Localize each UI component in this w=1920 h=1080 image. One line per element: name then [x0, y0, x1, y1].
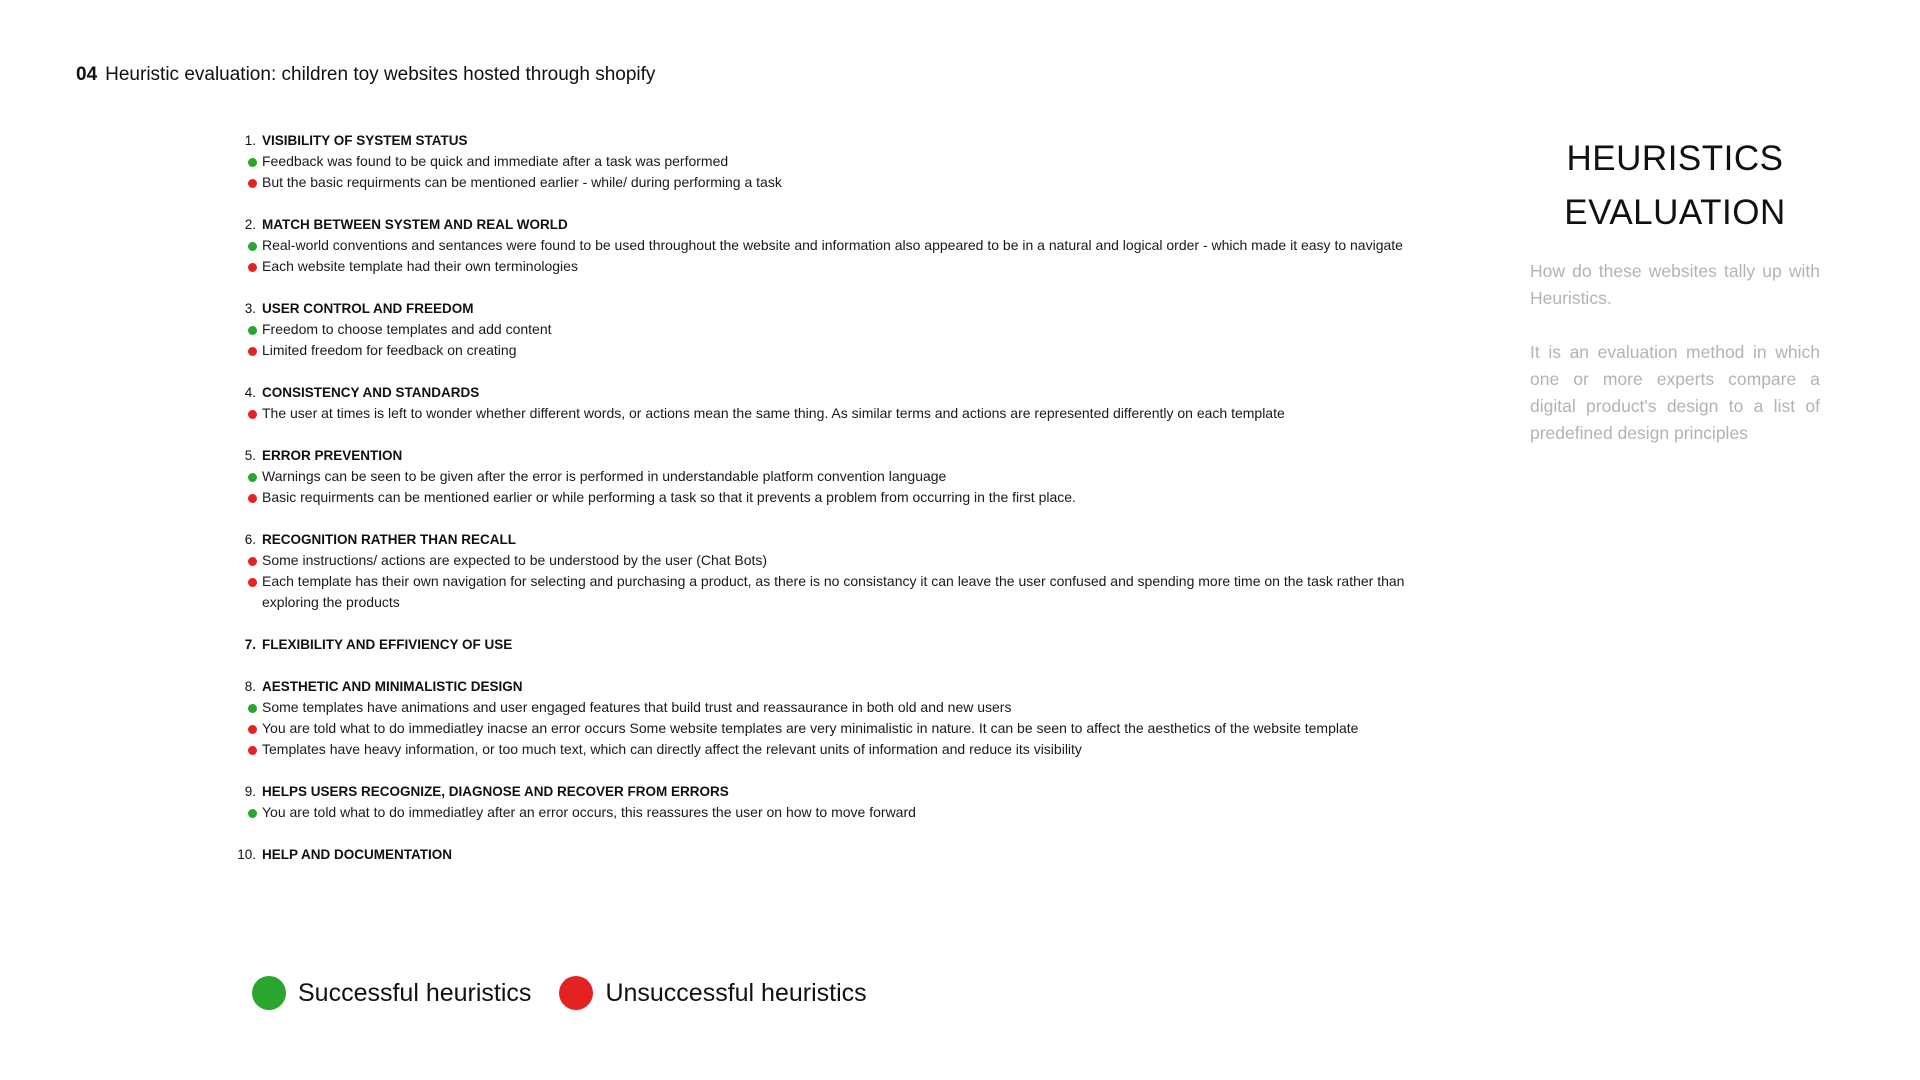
- heuristic-item: [228, 634, 1408, 655]
- side-title: [1530, 132, 1820, 240]
- heuristic-point: [228, 487, 1408, 508]
- heuristic-number: 1.: [244, 133, 256, 148]
- heuristics-list: [228, 130, 1408, 886]
- heuristic-point: [228, 802, 1408, 823]
- heuristic-title: [228, 529, 1408, 550]
- heuristic-point-text: Limited freedom for feedback on creating: [262, 342, 517, 358]
- side-description: [1530, 258, 1820, 447]
- heuristic-title: [228, 445, 1408, 466]
- red-dot-icon: [248, 494, 257, 503]
- red-dot-icon: [248, 179, 257, 188]
- heuristic-number: 3.: [244, 301, 256, 316]
- heuristic-number: 2.: [244, 217, 256, 232]
- side-panel: [1530, 132, 1820, 474]
- heuristic-item: [228, 130, 1408, 193]
- heuristic-title: [228, 634, 1408, 655]
- red-dot-icon: [248, 410, 257, 419]
- legend-item-failure: [559, 976, 866, 1010]
- heuristic-title-text: ERROR PREVENTION: [262, 448, 403, 463]
- legend-success-label: Successful heuristics: [298, 978, 532, 1007]
- heuristic-item: [228, 676, 1408, 760]
- heuristic-point: [228, 151, 1408, 172]
- heuristic-point: [228, 172, 1408, 193]
- green-dot-icon: [248, 242, 257, 251]
- heuristic-item: [228, 214, 1408, 277]
- side-title-line-1: HEURISTICS: [1566, 139, 1784, 178]
- red-dot-icon: [248, 557, 257, 566]
- legend-failure-label: Unsuccessful heuristics: [605, 978, 867, 1007]
- side-definition-text: It is an evaluation method in which one or more experts compare a digital product's design to a list of predefined design principles: [1530, 342, 1820, 443]
- legend-item-success: [252, 976, 531, 1010]
- heuristic-point-text: Each website template had their own terminologies: [262, 258, 578, 274]
- heuristic-point: [228, 466, 1408, 487]
- heuristic-title: [228, 130, 1408, 151]
- heuristic-title-text: CONSISTENCY AND STANDARDS: [262, 385, 480, 400]
- heuristic-point: [228, 235, 1408, 256]
- heuristic-point-text: The user at times is left to wonder whether different words, or actions mean the same thing. As similar terms and actions are represented differently on each template: [262, 405, 1285, 421]
- heuristic-point-text: Each template has their own navigation for selecting and purchasing a product, as there is no consistancy it can leave the user confused and spending more time on the task rather than exploring the products: [262, 573, 1405, 610]
- green-dot-icon: [248, 158, 257, 167]
- red-dot-icon: [248, 725, 257, 734]
- red-dot-icon: [248, 746, 257, 755]
- heuristic-point-text: Feedback was found to be quick and immediate after a task was performed: [262, 153, 729, 169]
- red-dot-icon: [248, 578, 257, 587]
- heuristic-title: [228, 214, 1408, 235]
- green-dot-icon: [252, 976, 286, 1010]
- side-title-line-2: EVALUATION: [1564, 193, 1786, 232]
- heuristic-point-text: Freedom to choose templates and add content: [262, 321, 552, 337]
- heuristic-number: 5.: [244, 448, 256, 463]
- heuristic-title-text: RECOGNITION RATHER THAN RECALL: [262, 532, 516, 547]
- green-dot-icon: [248, 473, 257, 482]
- heuristic-point: [228, 571, 1408, 613]
- heuristic-title: [228, 676, 1408, 697]
- heuristic-point: [228, 319, 1408, 340]
- red-dot-icon: [559, 976, 593, 1010]
- heuristic-point: [228, 718, 1408, 739]
- heuristic-point-text: Real-world conventions and sentances were found to be used throughout the website and information also appeared to be in a natural and logical order - which made it easy to navigate: [262, 237, 1403, 253]
- red-dot-icon: [248, 263, 257, 272]
- heuristic-title-text: HELP AND DOCUMENTATION: [262, 847, 452, 862]
- heuristic-number: 6.: [244, 532, 256, 547]
- side-intro-text: How do these websites tally up with Heuristics.: [1530, 261, 1820, 308]
- heuristic-point-text: But the basic requirments can be mentioned earlier - while/ during performing a task: [262, 174, 782, 190]
- heuristic-title-text: VISIBILITY OF SYSTEM STATUS: [262, 133, 468, 148]
- heuristic-point: [228, 340, 1408, 361]
- heuristic-point-text: Some templates have animations and user engaged features that build trust and reassaurance in both old and new users: [262, 699, 1012, 715]
- heuristic-number: 4.: [244, 385, 256, 400]
- section-number: 04: [76, 64, 98, 85]
- heuristic-title-text: USER CONTROL AND FREEDOM: [262, 301, 474, 316]
- heuristic-point-text: You are told what to do immediatley after an error occurs, this reassures the user on how to move forward: [262, 804, 916, 820]
- heuristic-title-text: MATCH BETWEEN SYSTEM AND REAL WORLD: [262, 217, 568, 232]
- green-dot-icon: [248, 704, 257, 713]
- heuristic-item: [228, 844, 1408, 865]
- heuristic-point: [228, 739, 1408, 760]
- heuristic-number: 8.: [244, 679, 256, 694]
- legend: [252, 976, 895, 1010]
- slide-header: [76, 64, 655, 86]
- page-title: Heuristic evaluation: children toy websites hosted through shopify: [105, 64, 656, 85]
- heuristic-title-text: AESTHETIC AND MINIMALISTIC DESIGN: [262, 679, 523, 694]
- heuristic-item: [228, 382, 1408, 424]
- heuristic-title-text: FLEXIBILITY AND EFFIVIENCY OF USE: [262, 637, 513, 652]
- heuristic-item: [228, 298, 1408, 361]
- heuristic-item: [228, 781, 1408, 823]
- heuristic-item: [228, 445, 1408, 508]
- heuristic-number: 10.: [237, 847, 256, 862]
- heuristic-title: [228, 298, 1408, 319]
- green-dot-icon: [248, 326, 257, 335]
- heuristic-point: [228, 256, 1408, 277]
- heuristic-number: 7.: [244, 637, 256, 652]
- heuristic-point: [228, 403, 1408, 424]
- heuristic-point-text: Basic requirments can be mentioned earlier or while performing a task so that it prevents a problem from occurring in the first place.: [262, 489, 1076, 505]
- heuristic-title: [228, 382, 1408, 403]
- heuristic-point: [228, 697, 1408, 718]
- red-dot-icon: [248, 347, 257, 356]
- heuristic-title: [228, 844, 1408, 865]
- heuristic-point: [228, 550, 1408, 571]
- heuristic-title: [228, 781, 1408, 802]
- heuristic-point-text: You are told what to do immediatley inacse an error occurs Some website templates are very minimalistic in nature. It can be seen to affect the aesthetics of the website template: [262, 720, 1359, 736]
- green-dot-icon: [248, 809, 257, 818]
- heuristic-point-text: Templates have heavy information, or too much text, which can directly affect the relevant units of information and reduce its visibility: [262, 741, 1082, 757]
- heuristic-point-text: Warnings can be seen to be given after the error is performed in understandable platform convention language: [262, 468, 947, 484]
- heuristic-item: [228, 529, 1408, 613]
- heuristic-number: 9.: [244, 784, 256, 799]
- heuristic-title-text: HELPS USERS RECOGNIZE, DIAGNOSE AND RECOVER FROM ERRORS: [262, 784, 729, 799]
- heuristic-point-text: Some instructions/ actions are expected to be understood by the user (Chat Bots): [262, 552, 768, 568]
